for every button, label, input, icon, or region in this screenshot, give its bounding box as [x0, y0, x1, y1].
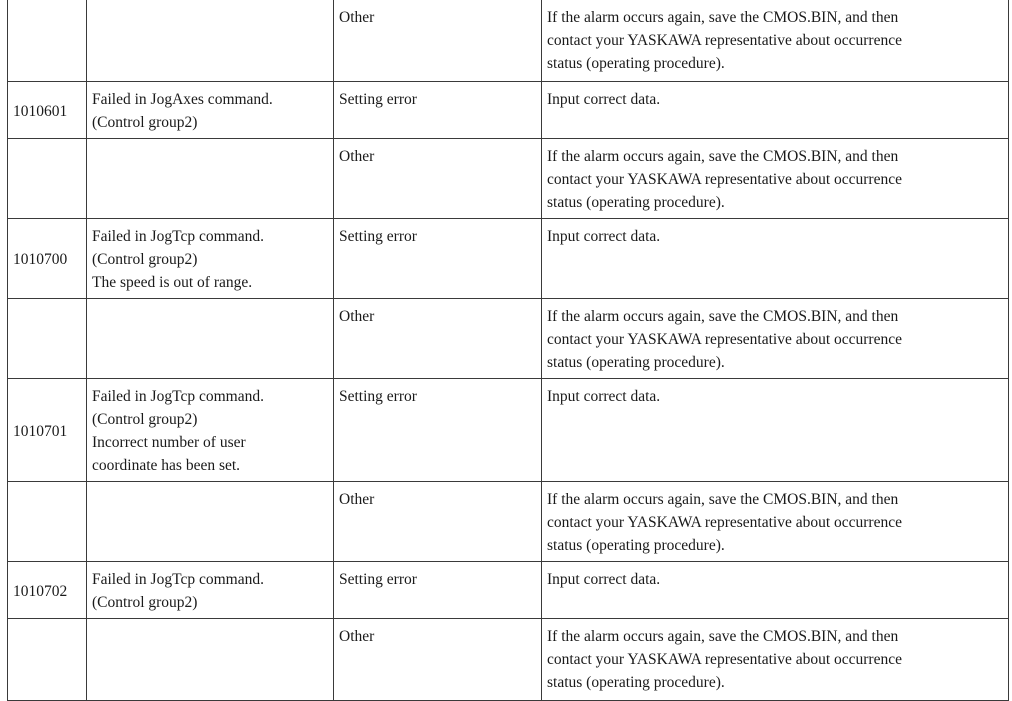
remedy-line: Input correct data.: [547, 228, 661, 245]
remedy-line: If the alarm occurs again, save the CMOS.BIN, and then: [547, 308, 899, 325]
alarm-code-cell: 1010701: [8, 379, 87, 482]
alarm-message-cell: [87, 82, 334, 139]
message-line: Failed in JogTcp command.: [92, 388, 264, 405]
remedy-line: If the alarm occurs again, save the CMOS.BIN, and then: [547, 628, 899, 645]
remedy-cell: [542, 299, 1009, 379]
cause-cell: Setting error: [334, 379, 542, 482]
alarm-code-cell: 1010702: [8, 562, 87, 619]
remedy-cell: [542, 0, 1009, 82]
alarm-message-cell: [87, 562, 334, 619]
table-row: [8, 219, 1009, 299]
remedy-line: status (operating procedure).: [547, 674, 725, 691]
remedy-line: status (operating procedure).: [547, 354, 725, 371]
alarm-message-cell: [87, 139, 334, 219]
remedy-line: contact your YASKAWA representative about occurrence: [547, 651, 902, 668]
alarm-message-cell: [87, 379, 334, 482]
remedy-line: contact your YASKAWA representative about occurrence: [547, 331, 902, 348]
remedy-cell: [542, 619, 1009, 701]
table-row: [8, 139, 1009, 219]
alarm-code-cell: [8, 139, 87, 219]
remedy-line: Input correct data.: [547, 388, 661, 405]
remedy-line: contact your YASKAWA representative about occurrence: [547, 514, 902, 531]
alarm-message-cell: [87, 482, 334, 562]
table-row: [8, 299, 1009, 379]
message-line: (Control group2): [92, 251, 198, 268]
table-row: [8, 82, 1009, 139]
cause-cell: Other: [334, 139, 542, 219]
remedy-line: Input correct data.: [547, 571, 661, 588]
remedy-line: contact your YASKAWA representative about occurrence: [547, 32, 902, 49]
remedy-line: status (operating procedure).: [547, 55, 725, 72]
alarm-code-cell: [8, 619, 87, 701]
table-row: [8, 562, 1009, 619]
cause-cell: Setting error: [334, 219, 542, 299]
message-line: The speed is out of range.: [92, 274, 253, 291]
remedy-line: If the alarm occurs again, save the CMOS.BIN, and then: [547, 9, 899, 26]
alarm-code-cell: [8, 482, 87, 562]
cause-cell: Other: [334, 619, 542, 701]
alarm-message-cell: [87, 619, 334, 701]
alarm-code-cell: [8, 299, 87, 379]
alarm-message-cell: [87, 219, 334, 299]
cause-cell: Other: [334, 299, 542, 379]
remedy-cell: [542, 219, 1009, 299]
remedy-cell: [542, 82, 1009, 139]
remedy-cell: [542, 482, 1009, 562]
cause-cell: Setting error: [334, 82, 542, 139]
remedy-cell: [542, 139, 1009, 219]
alarm-code-cell: [8, 0, 87, 82]
message-line: Failed in JogTcp command.: [92, 228, 264, 245]
table-row: [8, 619, 1009, 701]
message-line: (Control group2): [92, 114, 198, 131]
table-row: [8, 379, 1009, 482]
remedy-line: If the alarm occurs again, save the CMOS.BIN, and then: [547, 491, 899, 508]
remedy-cell: [542, 562, 1009, 619]
alarm-code-cell: 1010601: [8, 82, 87, 139]
alarm-message-cell: [87, 0, 334, 82]
remedy-line: Input correct data.: [547, 91, 661, 108]
cause-cell: Other: [334, 0, 542, 82]
message-line: (Control group2): [92, 594, 198, 611]
table-row: [8, 0, 1009, 82]
alarm-table-body: [8, 0, 1009, 701]
remedy-line: If the alarm occurs again, save the CMOS.BIN, and then: [547, 148, 899, 165]
table-row: [8, 482, 1009, 562]
remedy-line: status (operating procedure).: [547, 537, 725, 554]
message-line: Failed in JogTcp command.: [92, 571, 264, 588]
alarm-table: [7, 0, 1009, 701]
alarm-code-cell: 1010700: [8, 219, 87, 299]
remedy-line: contact your YASKAWA representative about occurrence: [547, 171, 902, 188]
cause-cell: Setting error: [334, 562, 542, 619]
remedy-line: status (operating procedure).: [547, 194, 725, 211]
message-line: (Control group2): [92, 411, 198, 428]
message-line: Incorrect number of user: [92, 434, 246, 451]
message-line: Failed in JogAxes command.: [92, 91, 273, 108]
remedy-cell: [542, 379, 1009, 482]
cause-cell: Other: [334, 482, 542, 562]
alarm-message-cell: [87, 299, 334, 379]
message-line: coordinate has been set.: [92, 457, 241, 474]
